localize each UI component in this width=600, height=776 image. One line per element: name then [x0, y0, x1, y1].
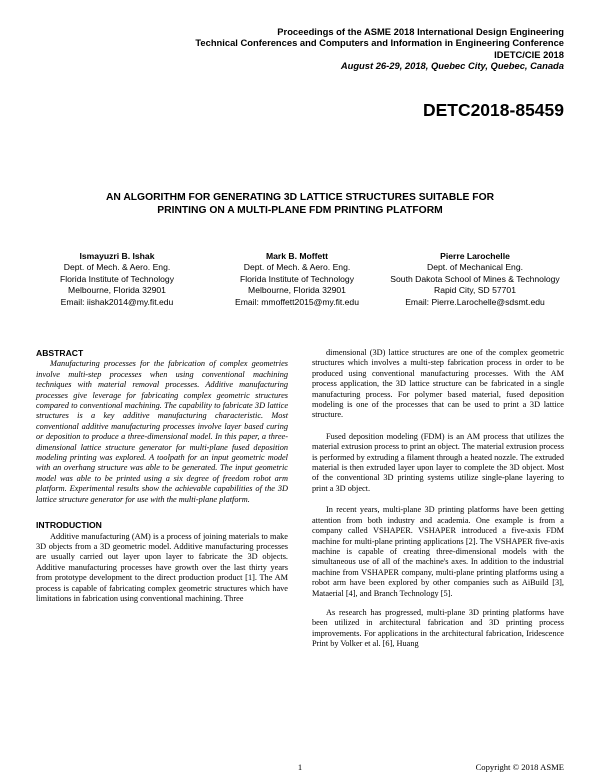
author-location: Rapid City, SD 57701 [433, 285, 516, 296]
body-paragraph: In recent years, multi-plane 3D printing platforms have been getting attention from both industry and academia. One example is from a company called VSHAPER. VSHAPER introduced a five-axis FDM machine for multi-plane printing applications [2]. The VSHAPER five-axis machine is capable of creating three-dimensional models with the simultaneous use of all of the machine's axes. In addition to the industrial machine from VSHAPER company, multi-plane printing platforms using a robot arm have been explored by other companies such as AiBuild [3], Mataerial [4], and Branch Technology [5]. [312, 505, 564, 598]
paper-title [40, 191, 560, 217]
author-affiliation: Florida Institute of Technology [59, 273, 174, 284]
body-paragraph: As research has progressed, multi-plane 3D printing platforms have been utilized in architectural fabrication and 3D printing process improvements. For applications in the architectural fabrication, Iridescence Print by Volker et al. [6], Huang [312, 607, 564, 649]
author-dept: Dept. of Mechanical Eng. [426, 262, 524, 273]
author-email: Email: Pierre.Larochelle@sdsmt.edu [405, 296, 545, 307]
abstract-body: Manufacturing processes for the fabrication of complex geometries involve multi-step processes when using conventional machining techniques with material removal processes. Additive manufacturing processes give leverage for fabricating complex geometric structures compared to conventional machining. The capability to fabricate 3D lattice structures is a key additive manufacturing characteristic. Most conventional additive manufacturing processes involve layer based curing or deposition to produce a three-dimensional model. In this paper, a three-dimensional lattice structure generator for multi-plane fused deposition modeling printing was explored. A toolpath for an input geometric model with an overhang structure was able to be generated. The input geometric model was able to be printed using a six degree of freedom robot arm platform. Experimental results show the achievable capabilities of the 3D lattice structure generator for use with the multi-plane platform. [36, 359, 288, 504]
paper-id: DETC2018-85459 [422, 100, 564, 120]
author-location: Melbourne, Florida 32901 [68, 285, 166, 296]
page-number: 1 [297, 762, 303, 772]
body-paragraph: dimensional (3D) lattice structures are one of the complex geometric structures which involves a multi-step fabrication process in order to be produced using conventional manufacturing processes. With the AM process application, the 3D lattice structure can be fabricated in a single manufacturing process. For polymer based material, fused deposition modeling is one of the processes that can be used to print a 3D lattice structure. [312, 348, 564, 420]
introduction-paragraph: Additive manufacturing (AM) is a process of joining materials to make 3D objects from a 3D geometric model. Additive manufacturing processes are usually carried out layer upon layer to fabricate the 3D objects. Additive manufacturing processes have growth over the last thirty years from prototype development to the direct production product [1]. The AM process is capable of fabricating complex geometric structures which have limitations in fabrication using conventional machining. Three [36, 531, 288, 603]
author-block [27, 251, 207, 308]
header-dates: August 26-29, 2018, Quebec City, Quebec, Canada [340, 60, 564, 72]
conference-header [44, 26, 564, 72]
author-email: Email: mmoffett2015@my.fit.edu [235, 296, 359, 307]
author-email: Email: iishak2014@my.fit.edu [60, 296, 174, 307]
abstract-heading: ABSTRACT [36, 348, 84, 358]
author-name: Mark B. Moffett [265, 251, 329, 261]
header-line-3: IDETC/CIE 2018 [494, 48, 564, 60]
header-line-2: Technical Conferences and Computers and Information in Engineering Conference [195, 37, 564, 49]
copyright-notice: Copyright © 2018 ASME [475, 762, 564, 772]
author-affiliation: South Dakota School of Mines & Technology [390, 273, 560, 284]
author-name: Pierre Larochelle [440, 251, 510, 261]
title-line-2: PRINTING ON A MULTI-PLANE FDM PRINTING PLATFORM [157, 205, 443, 216]
author-affiliation: Florida Institute of Technology [239, 273, 354, 284]
author-location: Melbourne, Florida 32901 [248, 285, 346, 296]
body-paragraph: Fused deposition modeling (FDM) is an AM process that utilizes the material extrusion process to print an object. The material extrusion process is performed by extruding a filament through a heated nozzle. The extruded material is then extruded layer upon layer to complete the 3D object. Most of the conventional 3D printing systems utilize single-plane layering to print a 3D object. [312, 431, 564, 493]
author-dept: Dept. of Mech. & Aero. Eng. [243, 262, 351, 273]
author-block [385, 251, 565, 308]
author-dept: Dept. of Mech. & Aero. Eng. [63, 262, 171, 273]
author-name: Ismayuzri B. Ishak [79, 251, 155, 261]
header-line-1: Proceedings of the ASME 2018 International Design Engineering [277, 26, 564, 37]
title-line-1: AN ALGORITHM FOR GENERATING 3D LATTICE STRUCTURES SUITABLE FOR [105, 192, 495, 203]
author-block [207, 251, 387, 308]
right-column [312, 348, 564, 659]
introduction-heading: INTRODUCTION [36, 520, 102, 531]
left-column [36, 348, 288, 613]
